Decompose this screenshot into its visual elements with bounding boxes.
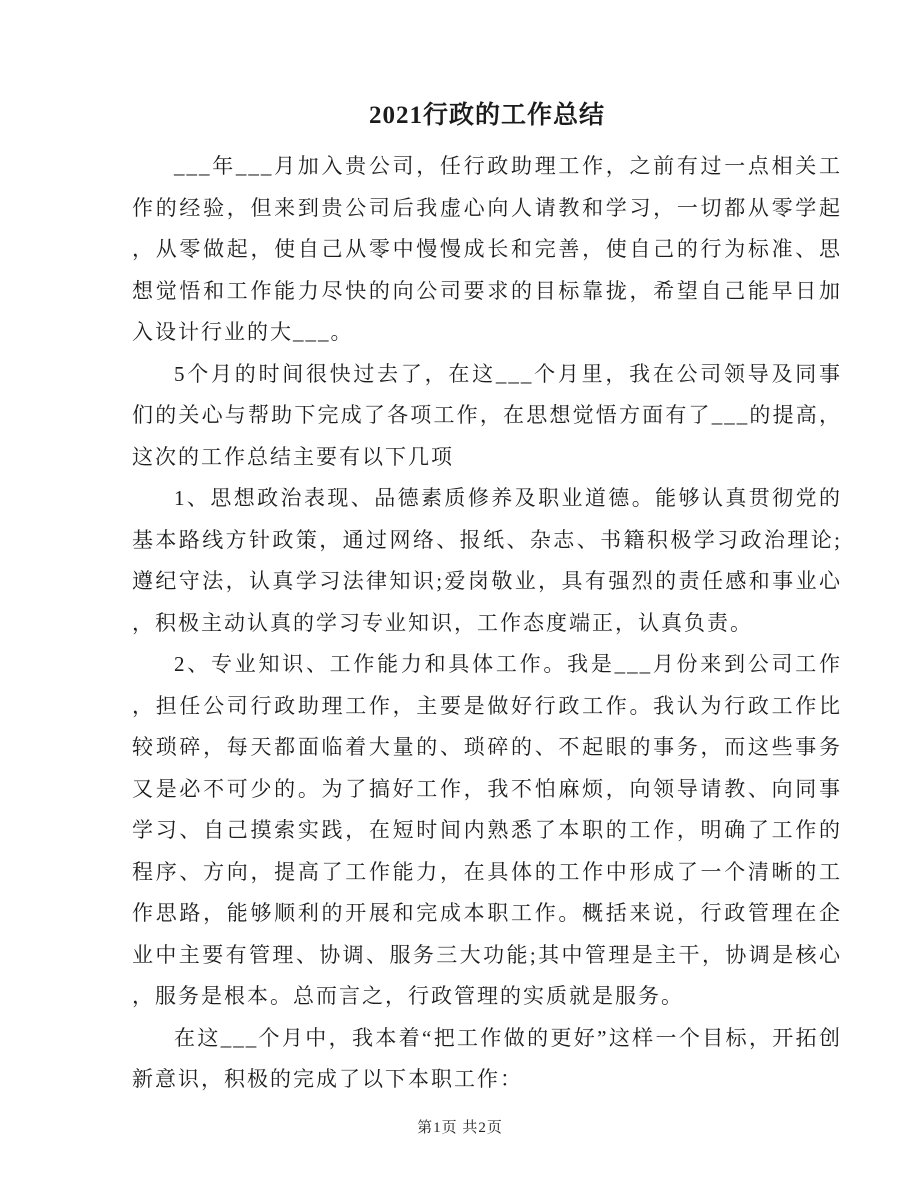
document-body bbox=[132, 146, 842, 1101]
page-number: 第1页 共2页 bbox=[417, 1120, 503, 1136]
paragraph-goal: 在这___个月中，我本着“把工作做的更好”这样一个目标，开拓创新意识，积极的完成了以下本职工作： bbox=[132, 1025, 842, 1091]
paragraph-intro: ___年___月加入贵公司，任行政助理工作，之前有过一点相关工作的经验，但来到贵公司后我虚心向人请教和学习，一切都从零学起，从零做起，使自己从零中慢慢成长和完善，使自己的行为标准、思想觉悟和工作能力尽快的向公司要求的目标靠拢，希望自己能早日加入设计行业的大___。 bbox=[132, 154, 842, 344]
paragraph-item-1: 1、思想政治表现、品德素质修养及职业道德。能够认真贯彻党的基本路线方针政策，通过网络、报纸、杂志、书籍积极学习政治理论;遵纪守法，认真学习法律知识;爱岗敬业，具有强烈的责任感和事业心，积极主动认真的学习专业知识，工作态度端正，认真负责。 bbox=[132, 486, 842, 635]
page-footer bbox=[0, 1116, 920, 1137]
paragraph-five-months: 5个月的时间很快过去了，在这___个月里，我在公司领导及同事们的关心与帮助下完成了各项工作，在思想觉悟方面有了___的提高，这次的工作总结主要有以下几项 bbox=[132, 361, 842, 469]
paragraph-item-2: 2、专业知识、工作能力和具体工作。我是___月份来到公司工作，担任公司行政助理工作，主要是做好行政工作。我认为行政工作比较琐碎，每天都面临着大量的、琐碎的、不起眼的事务，而这些事务又是必不可少的。为了搞好工作，我不怕麻烦，向领导请教、向同事学习、自己摸索实践，在短时间内熟悉了本职的工作，明确了工作的程序、方向，提高了工作能力，在具体的工作中形成了一个清晰的工作思路，能够顺利的开展和完成本职工作。概括来说，行政管理在企业中主要有管理、协调、服务三大功能;其中管理是主干，协调是核心，服务是根本。总而言之，行政管理的实质就是服务。 bbox=[132, 652, 842, 1008]
document-title: 2021行政的工作总结 bbox=[368, 102, 605, 129]
